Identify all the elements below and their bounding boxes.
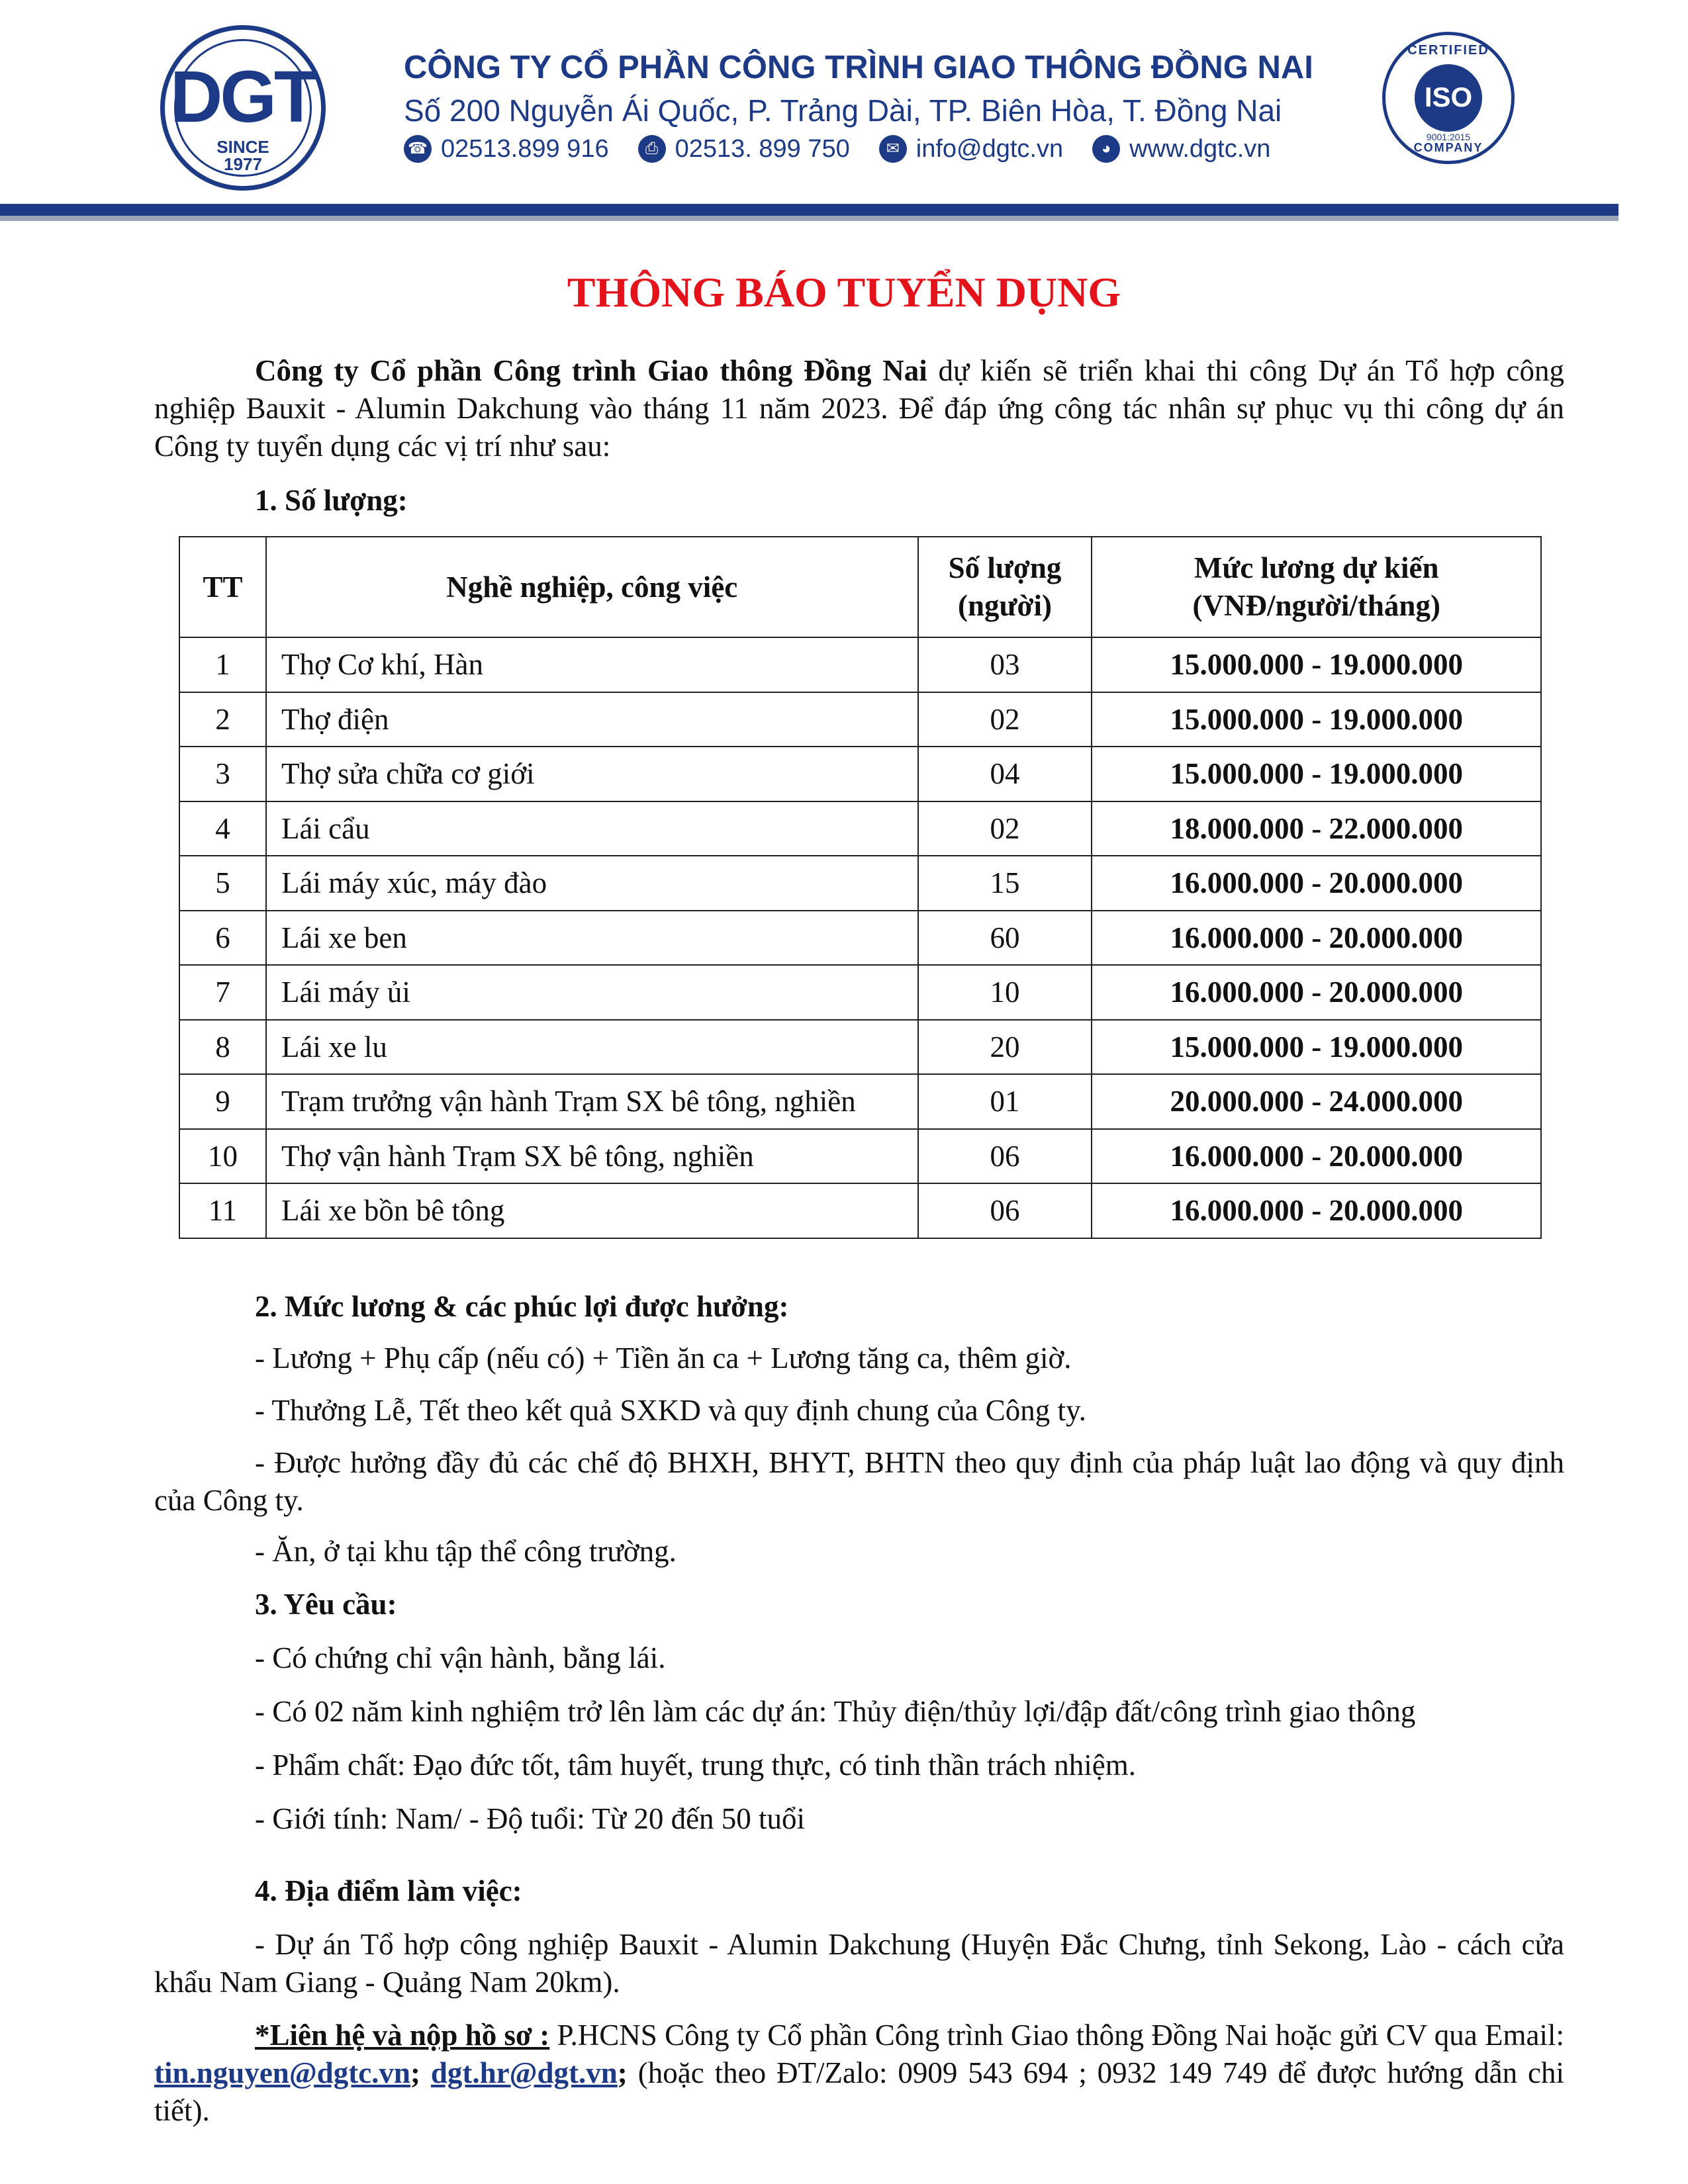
- intro-company: Công ty Cổ phần Công trình Giao thông Đồng Nai: [255, 354, 927, 387]
- intro-text: dự kiến sẽ triển khai thi công Dự án Tổ hợp công nghiệp Bauxit - Alumin Dakchung vào tháng 11 năm 2023. Để đáp ứng công tác nhân sự phục vụ thi công dự án Công ty tuyển dụng các vị trí như sau:: [154, 354, 1564, 463]
- row-tt: 8: [179, 1020, 266, 1075]
- company-phone: 02513.899 916: [441, 134, 609, 163]
- header-tt: TT: [179, 537, 266, 637]
- row-salary: 20.000.000 - 24.000.000: [1092, 1074, 1541, 1129]
- company-address: Số 200 Nguyễn Ái Quốc, P. Trảng Dài, TP. Biên Hòa, T. Đồng Nai: [404, 93, 1282, 128]
- row-tt: 1: [179, 637, 266, 692]
- requirement-item: - Phẩm chất: Đạo đức tốt, tâm huyết, trung thực, có tinh thần trách nhiệm.: [255, 1749, 1136, 1782]
- company-email: info@dgtc.vn: [915, 134, 1064, 163]
- table-row: [179, 1020, 1541, 1075]
- row-salary: 15.000.000 - 19.000.000: [1092, 637, 1541, 692]
- row-job: Lái xe lu: [266, 1020, 918, 1075]
- row-salary: 15.000.000 - 19.000.000: [1092, 1020, 1541, 1075]
- row-job: Thợ sửa chữa cơ giới: [266, 747, 918, 801]
- row-salary: 16.000.000 - 20.000.000: [1092, 911, 1541, 966]
- benefit-item: - Ăn, ở tại khu tập thể công trường.: [255, 1535, 677, 1568]
- row-tt: 5: [179, 856, 266, 911]
- row-job: Lái xe ben: [266, 911, 918, 966]
- row-salary: 18.000.000 - 22.000.000: [1092, 801, 1541, 856]
- row-tt: 3: [179, 747, 266, 801]
- row-job: Thợ vận hành Trạm SX bê tông, nghiền: [266, 1129, 918, 1184]
- table-row: [179, 1183, 1541, 1238]
- row-job: Thợ Cơ khí, Hàn: [266, 637, 918, 692]
- row-qty: 60: [918, 911, 1092, 966]
- company-name: CÔNG TY CỔ PHẦN CÔNG TRÌNH GIAO THÔNG ĐỒNG NAI: [404, 50, 1313, 85]
- table-row: [179, 1074, 1541, 1129]
- intro-paragraph: [154, 352, 1564, 465]
- contact-email-2[interactable]: dgt.hr@dgt.vn: [430, 2056, 618, 2089]
- table-row: [179, 965, 1541, 1020]
- row-tt: 11: [179, 1183, 266, 1238]
- phone-icon: ☎: [404, 135, 432, 163]
- section1-heading: 1. Số lượng:: [255, 484, 408, 517]
- section4-heading: 4. Địa điểm làm việc:: [255, 1874, 522, 1907]
- row-qty: 04: [918, 747, 1092, 801]
- table-row: [179, 911, 1541, 966]
- row-qty: 01: [918, 1074, 1092, 1129]
- globe-icon: ◕: [1092, 135, 1120, 163]
- row-salary: 16.000.000 - 20.000.000: [1092, 965, 1541, 1020]
- table-row: [179, 856, 1541, 911]
- iso-badge: [1415, 64, 1482, 132]
- header-rule: [0, 204, 1618, 216]
- row-qty: 15: [918, 856, 1092, 911]
- company-fax: 02513. 899 750: [675, 134, 850, 163]
- document-title: THÔNG BÁO TUYỂN DỤNG: [567, 269, 1121, 316]
- row-tt: 10: [179, 1129, 266, 1184]
- row-tt: 9: [179, 1074, 266, 1129]
- row-job: Lái máy ủi: [266, 965, 918, 1020]
- location-text: - Dự án Tổ hợp công nghiệp Bauxit - Alumin Dakchung (Huyện Đắc Chưng, tỉnh Sekong, Lào - cách cửa khẩu Nam Giang - Quảng Nam 20km).: [154, 1928, 1564, 1999]
- iso-text: ISO: [1424, 81, 1473, 113]
- row-salary: 16.000.000 - 20.000.000: [1092, 856, 1541, 911]
- table-header-row: [179, 537, 1541, 637]
- row-job: Lái máy xúc, máy đào: [266, 856, 918, 911]
- email-icon: ✉: [879, 135, 907, 163]
- section3-heading: 3. Yêu cầu:: [255, 1588, 397, 1621]
- table-row: [179, 801, 1541, 856]
- table-row: [179, 692, 1541, 747]
- row-qty: 06: [918, 1129, 1092, 1184]
- iso-company-text: COMPANY: [1413, 141, 1483, 154]
- row-qty: 02: [918, 692, 1092, 747]
- iso-seal: [1382, 32, 1515, 164]
- contact-email-1[interactable]: tin.nguyen@dgtc.vn: [154, 2056, 410, 2089]
- contact-text-2: (hoặc theo ĐT/Zalo: 0909 543 694 ; 0932 149 749 để được hướng dẫn chi tiết).: [154, 2056, 1564, 2127]
- row-qty: 10: [918, 965, 1092, 1020]
- row-job: Lái cẩu: [266, 801, 918, 856]
- contact-sep-2: ;: [617, 2056, 628, 2089]
- section2-heading: 2. Mức lương & các phúc lợi được hưởng:: [255, 1290, 789, 1323]
- company-logo: [160, 25, 326, 191]
- table-row: [179, 1129, 1541, 1184]
- iso-certified-text: CERTIFIED: [1407, 43, 1489, 58]
- row-qty: 03: [918, 637, 1092, 692]
- benefit-item: - Được hưởng đầy đủ các chế độ BHXH, BHYT, BHTN theo quy định của pháp luật lao động và quy định của Công ty.: [154, 1446, 1564, 1517]
- contact-paragraph: [154, 2017, 1564, 2130]
- row-salary: 16.000.000 - 20.000.000: [1092, 1129, 1541, 1184]
- header-qty: Số lượng (người): [918, 537, 1092, 637]
- row-tt: 6: [179, 911, 266, 966]
- row-tt: 4: [179, 801, 266, 856]
- logo-year: 1977: [224, 154, 262, 174]
- row-salary: 15.000.000 - 19.000.000: [1092, 747, 1541, 801]
- row-salary: 16.000.000 - 20.000.000: [1092, 1183, 1541, 1238]
- logo-text: DGT: [169, 56, 316, 138]
- recruitment-table: [179, 536, 1542, 1239]
- row-job: Trạm trưởng vận hành Trạm SX bê tông, nghiền: [266, 1074, 918, 1129]
- iso-standard: 9001:2015: [1426, 132, 1471, 142]
- header-job: Nghề nghiệp, công việc: [266, 537, 918, 637]
- table-row: [179, 747, 1541, 801]
- fax-icon: ⎙: [638, 135, 666, 163]
- contact-label: *Liên hệ và nộp hồ sơ :: [255, 2019, 550, 2052]
- contact-text-1: P.HCNS Công ty Cổ phần Công trình Giao thông Đồng Nai hoặc gửi CV qua Email:: [549, 2019, 1565, 2052]
- benefit-item: - Lương + Phụ cấp (nếu có) + Tiền ăn ca + Lương tăng ca, thêm giờ.: [255, 1342, 1072, 1375]
- row-qty: 20: [918, 1020, 1092, 1075]
- header-rule-shadow: [0, 216, 1618, 221]
- row-qty: 06: [918, 1183, 1092, 1238]
- row-job: Thợ điện: [266, 692, 918, 747]
- logo-since: SINCE: [216, 137, 269, 157]
- row-tt: 7: [179, 965, 266, 1020]
- requirement-item: - Có chứng chỉ vận hành, bằng lái.: [255, 1641, 666, 1674]
- contact-sep: ;: [410, 2056, 431, 2089]
- header-salary: Mức lương dự kiến (VNĐ/người/tháng): [1092, 537, 1541, 637]
- row-job: Lái xe bồn bê tông: [266, 1183, 918, 1238]
- row-tt: 2: [179, 692, 266, 747]
- requirement-item: - Giới tính: Nam/ - Độ tuổi: Từ 20 đến 50 tuổi: [255, 1802, 806, 1835]
- contact-strip: [404, 132, 1270, 165]
- table-row: [179, 637, 1541, 692]
- row-salary: 15.000.000 - 19.000.000: [1092, 692, 1541, 747]
- requirement-item: - Có 02 năm kinh nghiệm trở lên làm các dự án: Thủy điện/thủy lợi/đập đất/công trình giao thông: [255, 1695, 1416, 1728]
- company-website: www.dgtc.vn: [1129, 134, 1271, 163]
- benefit-item: - Thưởng Lễ, Tết theo kết quả SXKD và quy định chung của Công ty.: [255, 1394, 1086, 1427]
- row-qty: 02: [918, 801, 1092, 856]
